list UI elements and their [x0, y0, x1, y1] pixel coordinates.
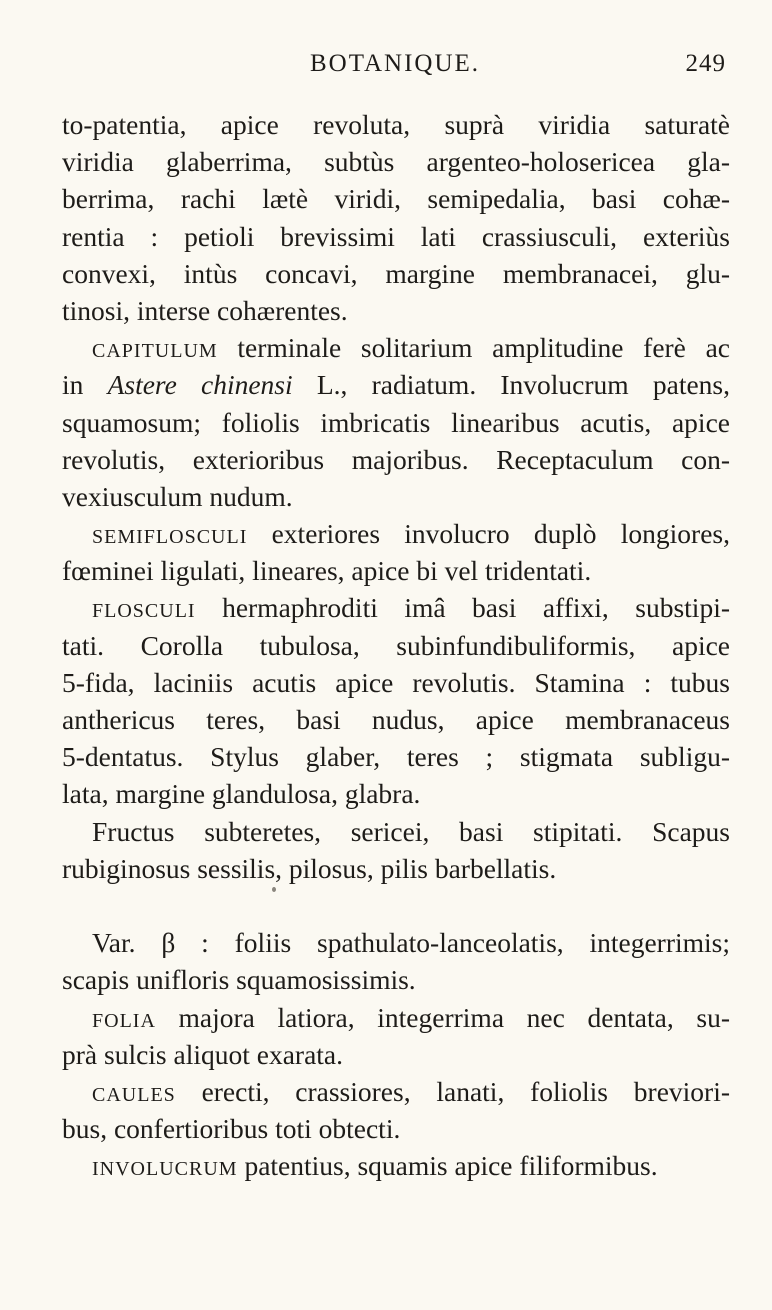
line-text: hermaphroditi imâ basi affixi, substipi-	[195, 592, 730, 624]
page-number: 249	[685, 50, 726, 77]
text-line: viridia glaberrima, subtùs argenteo-holosericea gla-	[62, 146, 730, 178]
paragraph-variety-line: Var. β : foliis spathulato-lanceolatis, integerrimis;	[92, 927, 730, 959]
text-line: rubiginosus sessilis, pilosus, pilis barbellatis.	[62, 852, 557, 884]
running-head-title: BOTANIQUE.	[310, 50, 481, 77]
text-line: fœminei ligulati, lineares, apice bi vel tridentati.	[62, 555, 592, 587]
text-line: prà sulcis aliquot exarata.	[62, 1038, 344, 1070]
caules-heading: CAULES	[92, 1083, 176, 1106]
ink-dot	[272, 887, 276, 892]
body-text	[62, 106, 730, 1184]
paragraph-involucrum-line	[62, 1147, 730, 1184]
folia-heading: FOLIA	[92, 1009, 156, 1032]
text-line: rentia : petioli brevissimi lati crassiusculi, exteriùs	[62, 220, 730, 252]
text-line: convexi, intùs concavi, margine membranacei, glu-	[62, 257, 730, 289]
paragraph-fructus-line: Fructus subteretes, sericei, basi stipitati. Scapus	[92, 815, 730, 847]
line-text: L., radiatum. Involucrum patens,	[292, 369, 730, 401]
capitulum-heading: CAPITULUM	[92, 340, 218, 363]
text-line: tati. Corolla tubulosa, subinfundibuliformis, apice	[62, 629, 730, 661]
species-name: Astere chinensi	[107, 369, 293, 401]
line-text: exteriores involucro duplò longiores,	[247, 518, 730, 550]
line-prefix: in	[62, 369, 108, 401]
text-line: squamosum; foliolis imbricatis linearibus acutis, apice	[62, 406, 730, 438]
flosculi-heading: FLOSCULI	[92, 600, 196, 623]
text-line: revolutis, exterioribus majoribus. Receptaculum con-	[62, 443, 730, 475]
line-text: terminale solitarium amplitudine ferè ac	[217, 332, 730, 364]
paragraph-semiflosculi-line	[62, 515, 730, 552]
text-line: scapis unifloris squamosissimis.	[62, 964, 416, 996]
paragraph-caules-line	[62, 1073, 730, 1110]
section-gap	[62, 887, 730, 924]
involucrum-heading: INVOLUCRUM	[92, 1158, 238, 1181]
line-text: erecti, crassiores, lanati, foliolis breviori-	[175, 1075, 730, 1107]
semiflosculi-heading: SEMIFLOSCULI	[92, 526, 248, 549]
text-line: 5-dentatus. Stylus glaber, teres ; stigmata subligu-	[62, 741, 730, 773]
paragraph-capitulum-line	[62, 329, 730, 366]
text-line: tinosi, interse cohærentes.	[62, 294, 348, 326]
paragraph-folia-line	[62, 999, 730, 1036]
text-line: vexiusculum nudum.	[62, 480, 293, 512]
text-line: to-patentia, apice revoluta, suprà viridia saturatè	[62, 109, 730, 140]
paragraph-flosculi-line	[62, 589, 730, 626]
text-line: anthericus teres, basi nudus, apice membranaceus	[62, 704, 730, 735]
line-text: patentius, squamis apice filiformibus.	[237, 1150, 658, 1182]
text-line: berrima, rachi lætè viridi, semipedalia, basi cohæ-	[62, 183, 730, 215]
text-line	[62, 366, 730, 403]
text-line: 5-fida, laciniis acutis apice revolutis. Stamina : tubus	[62, 666, 730, 698]
running-head	[58, 50, 738, 90]
text-line: bus, confertioribus toti obtecti.	[62, 1113, 401, 1145]
line-text: majora latiora, integerrima nec dentata, su-	[155, 1001, 730, 1033]
text-line: lata, margine glandulosa, glabra.	[62, 778, 421, 810]
